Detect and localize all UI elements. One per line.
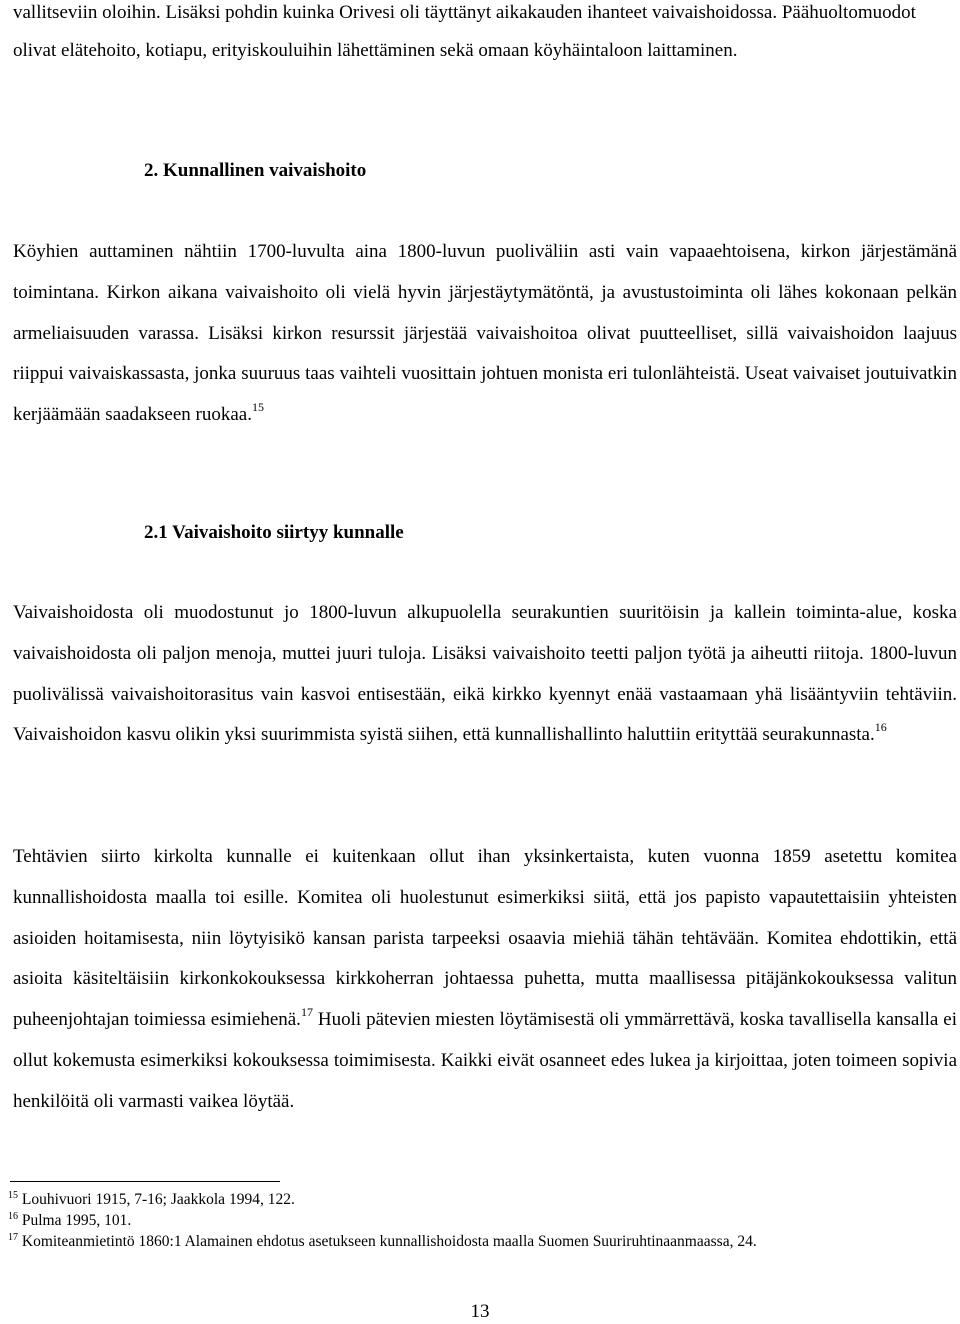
section2-para2-text-b: Huoli pätevien miesten löytämisestä oli ymmärrettävä, koska tavallisella kansalla ei ollut kokemusta esimerkiksi kokouksessa toimimisesta. Kaikki eivät osanneet edes lukea ja kirjoittaa, joten toimeen sopivia henkilöitä oli varmasti vaikea löytää. bbox=[13, 1009, 957, 1112]
footnote-text: Komiteanmietintö 1860:1 Alamainen ehdotus asetukseen kunnallishoidosta maalla Suomen Suuriruhtinaanmaassa, 24. bbox=[21, 1233, 757, 1250]
section2-paragraph-1 bbox=[13, 593, 957, 756]
section2-para1-text: Vaivaishoidosta oli muodostunut jo 1800-luvun alkupuolella seurakuntien suuritöisin ja kallein toiminta-alue, koska vaivaishoidosta oli paljon menoja, muttei juuri tuloja. Lisäksi vaivaishoito teetti paljon työtä ja aiheutti riitoja. 1800-luvun puolivälissä vaivaishoitorasitus vain kasvoi entisestään, eikä kirkko kyennyt enää vastaamaan yhä lisääntyviin tehtäviin. Vaivaishoidon kasvu olikin yksi suurimmista syistä siihen, että kunnallishallinto haluttiin erityttää seurakunnasta. bbox=[13, 602, 957, 746]
section1-body-text: Köyhien auttaminen nähtiin 1700-luvulta aina 1800-luvun puoliväliin asti vain vapaaehtoisena, kirkon järjestämänä toimintana. Kirkon aikana vaivaishoito oli vielä hyvin järjestäytymätöntä, ja avustustoiminta oli lähes kokonaan pelkän armeliaisuuden varassa. Lisäksi kirkon resurssit järjestää vaivaishoitoa olivat puutteelliset, sillä vaivaishoidon laajuus riippui vaivaiskassasta, jonka suuruus taas vaihteli vuosittain johtuen monista eri tulonlähteistä. Useat vaivaiset joutuivatkin kerjäämään saadakseen ruokaa. bbox=[13, 241, 957, 426]
section2-para2-text-a: Tehtävien siirto kirkolta kunnalle ei kuitenkaan ollut ihan yksinkertaista, kuten vuonna 1859 asetettu komitea kunnallishoidosta maalla toi esille. Komitea oli huolestunut esimerkiksi siitä, että jos papisto vapautettaisiin yhteisten asioiden hoitamisesta, niin löytyisikö kansan parista tarpeeksi osaavia miehiä tähän tehtävään. Komitea ehdottikin, että asioita käsiteltäisiin kirkonkokouksessa kirkkoherran johtaessa puhetta, mutta maallisessa pitäjänkokouksessa valitun puheenjohtajan toimiessa esimiehenä. bbox=[13, 846, 957, 1031]
section1-paragraph bbox=[13, 232, 957, 436]
page-number: 13 bbox=[470, 1301, 490, 1322]
footnote-number: 17 bbox=[8, 1232, 18, 1243]
footnote-text: Pulma 1995, 101. bbox=[21, 1212, 132, 1229]
section2-paragraph-2 bbox=[13, 837, 957, 1123]
footnote-ref-15[interactable]: 15 bbox=[251, 400, 264, 415]
footnote-number: 16 bbox=[8, 1211, 18, 1222]
footnote-item bbox=[8, 1210, 953, 1231]
footnote-item bbox=[8, 1231, 953, 1252]
footnote-item bbox=[8, 1189, 953, 1210]
footnote-divider bbox=[10, 1181, 280, 1182]
footnote-ref-16[interactable]: 16 bbox=[874, 720, 887, 735]
footnotes bbox=[8, 1189, 953, 1252]
footnote-number: 15 bbox=[8, 1190, 18, 1201]
footnote-ref-17[interactable]: 17 bbox=[300, 1005, 313, 1020]
footnote-text: Louhivuori 1915, 7-16; Jaakkola 1994, 122. bbox=[21, 1191, 295, 1208]
section-heading-vaivaishoito-siirtyy: 2.1 Vaivaishoito siirtyy kunnalle bbox=[144, 522, 404, 543]
intro-paragraph: vallitseviin oloihin. Lisäksi pohdin kuinka Orivesi oli täyttänyt aikakauden ihanteet vaivaishoidossa. Päähuoltomuodot olivat elätehoito, kotiapu, erityiskouluihin lähettäminen sekä omaan köyhäintaloon laittaminen. bbox=[13, 2, 916, 61]
section-heading-kunnallinen-vaivaishoito: 2. Kunnallinen vaivaishoito bbox=[144, 160, 367, 181]
